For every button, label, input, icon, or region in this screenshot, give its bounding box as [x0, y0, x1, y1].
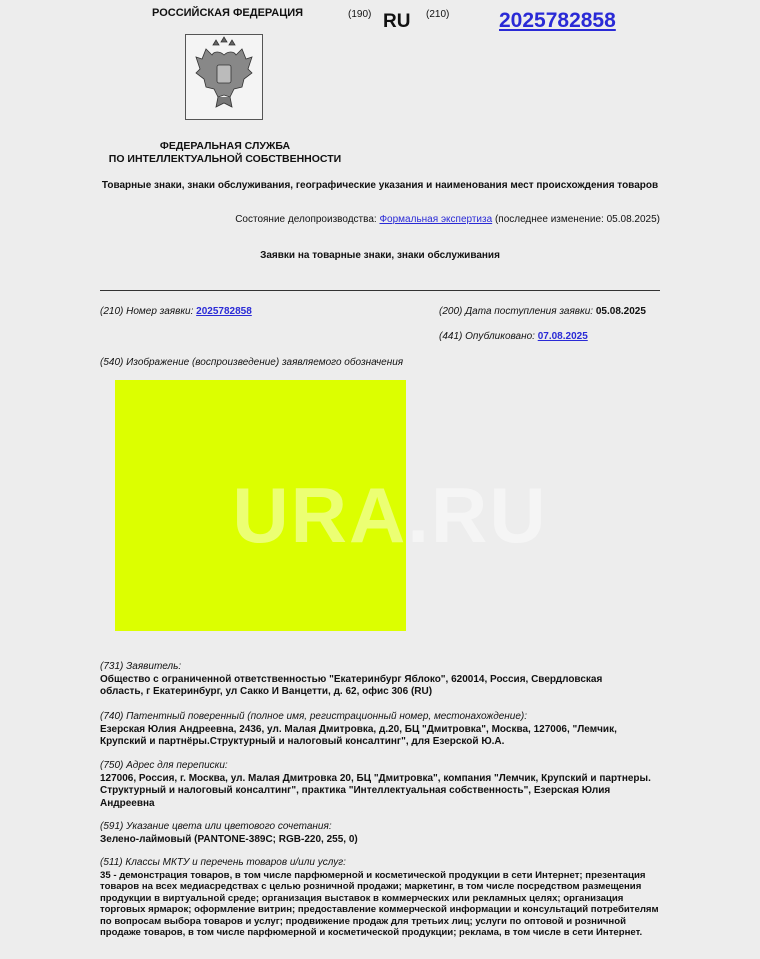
divider	[100, 290, 660, 291]
proceedings-state	[235, 214, 660, 225]
attorney-section	[100, 711, 665, 749]
app-number-label: (210) Номер заявки:	[100, 306, 194, 317]
app-number-link[interactable]: 2025782858	[196, 306, 252, 317]
attorney-value: Езерская Юлия Андреевна, 2436, ул. Малая Дмитровка, д.20, БЦ "Дмитровка", Москва, 127006, "Лемчик, Крупский и партнёры.Структурный и налоговый консалтинг", для Езерской Ю.А.	[100, 723, 617, 747]
code-190: (190)	[348, 9, 372, 20]
code-210: (210)	[426, 9, 450, 20]
color-label: (591) Указание цвета или цветового сочетания:	[100, 821, 332, 832]
state-value-link[interactable]: Формальная экспертиза	[379, 214, 493, 225]
country-code: RU	[383, 11, 411, 32]
image-label: (540) Изображение (воспроизведение) заявляемого обозначения	[100, 357, 404, 368]
section-title: Заявки на товарные знаки, знаки обслуживания	[260, 250, 500, 261]
agency-line-1: ФЕДЕРАЛЬНАЯ СЛУЖБА	[159, 140, 291, 152]
color-section	[100, 821, 665, 846]
publication-date	[439, 331, 588, 342]
document-number-link[interactable]: 2025782858	[499, 9, 616, 32]
published-date-link[interactable]: 07.08.2025	[537, 331, 588, 342]
agency-name	[100, 140, 350, 166]
correspondence-value: 127006, Россия, г. Москва, ул. Малая Дмитровка 20, БЦ "Дмитровка", компания "Лемчик, Крупский и партнеры. Структурный и налоговый консалтинг", практика "Интеллектуальная собственность", Езерская Юлия Андреевна	[100, 772, 651, 809]
color-value: Зелено-лаймовый (PANTONE-389C; RGB-220, 255, 0)	[100, 833, 358, 845]
application-number	[100, 306, 252, 317]
applicant-section	[100, 661, 665, 699]
classes-section	[100, 857, 665, 939]
applicant-value: Общество с ограниченной ответственностью "Екатеринбург Яблоко", 620014, Россия, Свердловская область, г Екатеринбург, ул Сакко И Ванцетти, д. 62, офис 306 (RU)	[100, 673, 603, 697]
filing-date	[439, 306, 646, 317]
published-label: (441) Опубликовано:	[439, 331, 535, 342]
subject-title: Товарные знаки, знаки обслуживания, географические указания и наименования мест происхождения товаров	[101, 180, 659, 191]
state-change-date: (последнее изменение: 05.08.2025)	[494, 214, 660, 225]
applicant-label: (731) Заявитель:	[100, 661, 182, 672]
coat-of-arms-icon	[185, 34, 263, 120]
country-name: РОССИЙСКАЯ ФЕДЕРАЦИЯ	[152, 7, 304, 19]
watermark: URA.RU	[232, 471, 548, 559]
agency-line-2: ПО ИНТЕЛЛЕКТУАЛЬНОЙ СОБСТВЕННОСТИ	[108, 153, 342, 165]
classes-label: (511) Классы МКТУ и перечень товаров и/или услуг:	[100, 857, 346, 868]
correspondence-section	[100, 760, 665, 810]
attorney-label: (740) Патентный поверенный (полное имя, регистрационный номер, местонахождение):	[100, 711, 528, 722]
filing-date-label: (200) Дата поступления заявки:	[439, 306, 594, 317]
state-label: Состояние делопроизводства:	[235, 214, 377, 225]
classes-value: 35 - демонстрация товаров, в том числе парфюмерной и косметической продукции в сети Интернет; презентация товаров на всех медиасредствах с целью розничной продажи; маркетинг, в том числе посредством размещения продукции в виртуальной среде; организация выставок в коммерческих или рекламных целях; организация торговых ярмарок; оформление витрин; предоставление коммерческой информации и консультаций потребителям по вопросам выбора товаров и услуг; продвижение продаж для третьих лиц; услуги по оптовой и розничной продаже товаров, в том числе парфюмерной и косметической продукции; реклама, в том числе в сети Интернет.	[100, 869, 659, 938]
correspondence-label: (750) Адрес для переписки:	[100, 760, 228, 771]
filing-date-value: 05.08.2025	[595, 306, 646, 317]
